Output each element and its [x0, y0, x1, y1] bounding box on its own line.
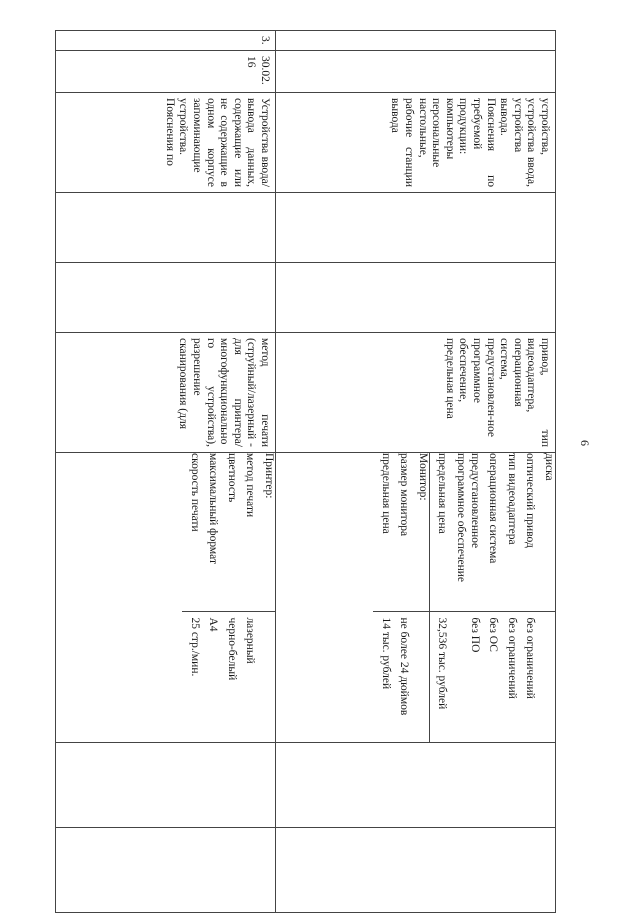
spec-row — [481, 453, 500, 742]
spec-value: 32,536 тыс. рублей — [436, 617, 449, 710]
spec-row — [536, 453, 555, 742]
cell-col5 — [56, 263, 276, 333]
row-number: 3. — [56, 31, 276, 51]
spec-row — [429, 453, 448, 742]
spec-row — [219, 453, 238, 742]
page-number: 6 — [578, 440, 592, 446]
spec-value: черно-белый — [225, 617, 238, 681]
spec-name: метод печати — [238, 453, 257, 612]
spec-name: предельная цена — [429, 453, 448, 612]
spec-value: без ОС — [487, 617, 500, 652]
spec-table — [373, 453, 555, 742]
spec-value: лазерный — [244, 617, 257, 664]
spec-row — [182, 453, 201, 742]
spec-value: без ограничений — [505, 617, 518, 699]
spec-name: максимальный формат — [201, 453, 220, 612]
spec-cell — [276, 453, 556, 743]
cell-col9 — [56, 828, 276, 913]
spec-name: предустановленное программное обеспечение — [448, 453, 480, 612]
product-name: Устройства ввода/вывода данных, содержащие или не содержащие в одном корпусе запоминающие устройства. Пояснения по — [56, 93, 276, 193]
product-name: устройства, устройства ввода, устройства вывода. Пояснения по требуемой продукции: компьютеры персональные настольные, рабочие станции вывода — [276, 93, 556, 193]
table-row — [56, 31, 276, 913]
spec-value: А4 — [207, 617, 220, 632]
okpd-code — [276, 51, 556, 93]
spec-name: операционная система — [481, 453, 500, 612]
spec-value: 14 тыс. рублей — [379, 617, 392, 690]
spec-value: без ПО — [468, 617, 481, 653]
spec-name: размер монитора — [392, 453, 411, 612]
spec-row — [518, 453, 537, 742]
spec-name: диска — [536, 453, 555, 612]
spec-value — [256, 612, 275, 742]
cell-col9 — [276, 828, 556, 913]
spec-row — [238, 453, 257, 742]
spec-cell — [56, 453, 276, 743]
spec-value — [536, 612, 555, 742]
spec-name: скорость печати — [182, 453, 201, 612]
spec-name: Принтер: — [256, 453, 275, 612]
spec-row — [448, 453, 480, 742]
spec-table — [182, 453, 275, 742]
spec-value: без ограничений — [524, 617, 537, 699]
okpd-code: 30.02.16 — [56, 51, 276, 93]
spec-name: тип видеоадаптера — [499, 453, 518, 612]
spec-row — [392, 453, 411, 742]
characteristics-text: привод, тип видеоадаптера, операционная система, предустановлен-ное программное обеспечение, предельная цена — [276, 333, 556, 453]
cell-col5 — [276, 263, 556, 333]
table-row — [276, 31, 556, 913]
spec-row — [373, 453, 392, 742]
characteristics-text: метод печати (струйный/лазерный - для принтера/многофункционального устройства), разрешение сканирования (для — [56, 333, 276, 453]
spec-row — [499, 453, 518, 742]
spec-row — [256, 453, 275, 742]
spec-value: не более 24 дюймов — [398, 617, 411, 716]
spec-name: цветность — [219, 453, 238, 612]
spec-name: Монитор: — [410, 453, 429, 612]
spec-row — [410, 453, 429, 742]
cell-col8 — [276, 743, 556, 828]
spec-value: 25 стр./мин. — [188, 617, 201, 677]
cell-col4 — [276, 193, 556, 263]
row-number — [276, 31, 556, 51]
spec-value — [410, 612, 429, 742]
spec-row — [201, 453, 220, 742]
spec-name: оптический привод — [518, 453, 537, 612]
cell-col4 — [56, 193, 276, 263]
spec-name: предельная цена — [373, 453, 392, 612]
requirements-table — [55, 30, 556, 913]
cell-col8 — [56, 743, 276, 828]
